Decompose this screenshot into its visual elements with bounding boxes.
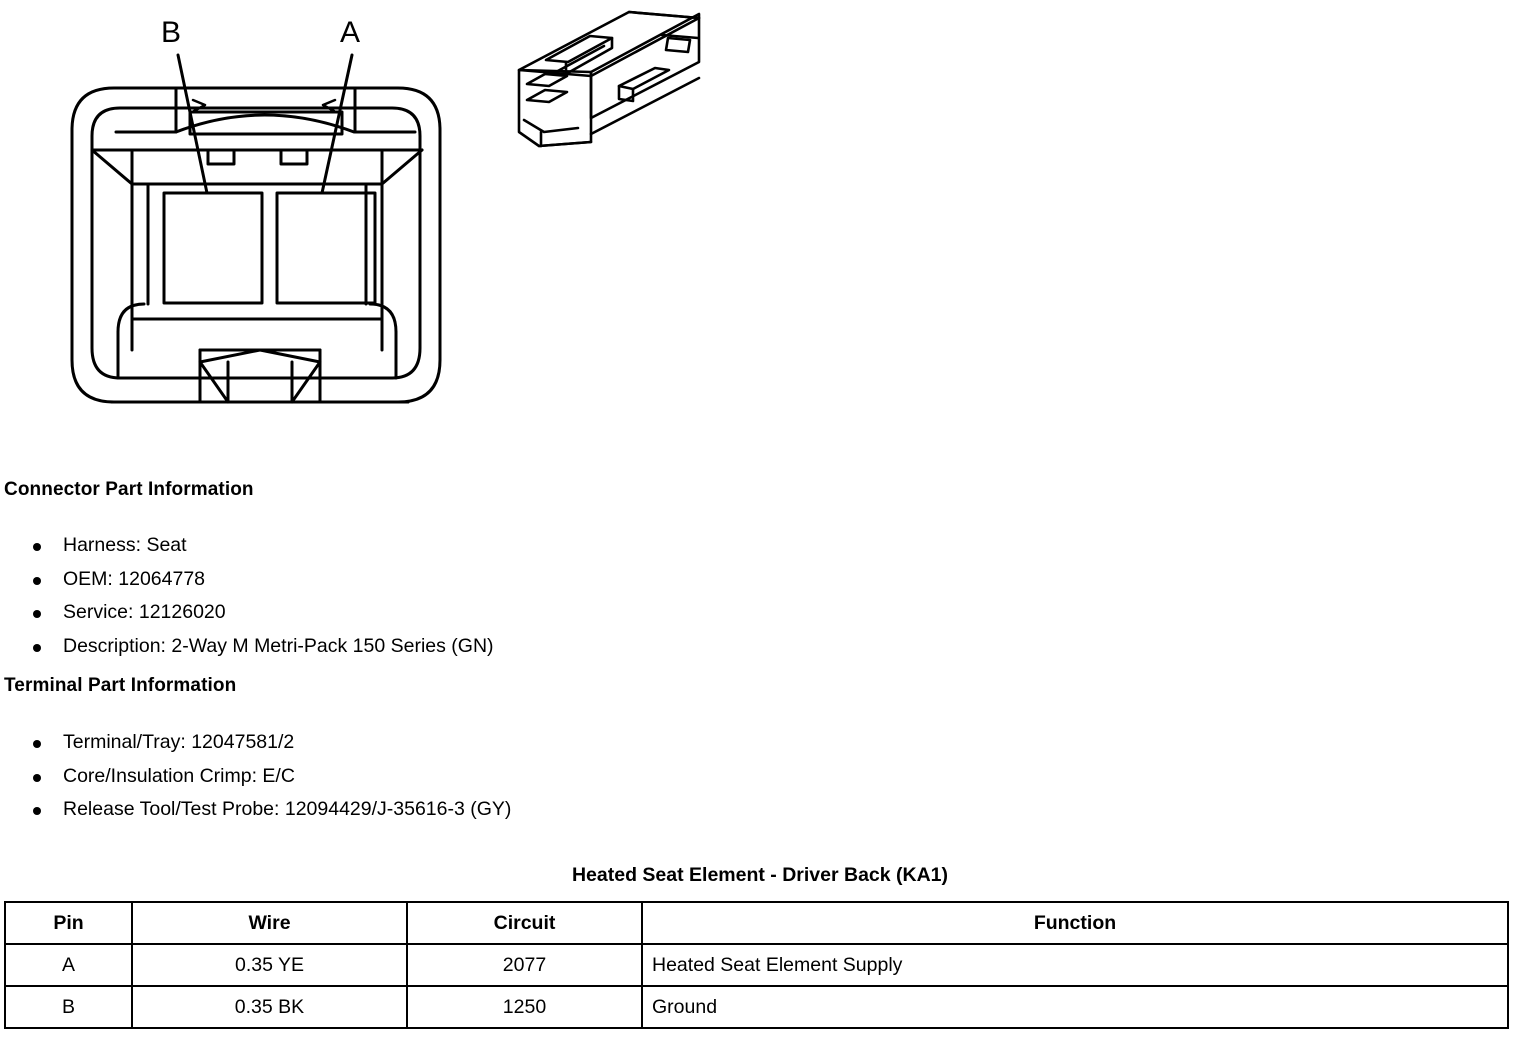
list-item: Release Tool/Test Probe: 12094429/J-35616-3 (GY) [0,793,511,827]
callout-label-a: A [340,16,361,49]
list-item: Terminal/Tray: 12047581/2 [0,726,511,760]
column-header-circuit: Circuit [407,902,642,944]
terminal-part-information-heading: Terminal Part Information [4,675,237,696]
connector-illustration [0,0,1520,460]
iso-top-face [519,12,699,76]
cavity-b [164,193,262,303]
terminal-part-information-list [0,726,511,827]
list-item: Service: 12126020 [0,596,494,630]
table-row [5,986,1508,1028]
list-item: Core/Insulation Crimp: E/C [0,760,511,794]
list-item: Description: 2-Way M Metri-Pack 150 Series (GN) [0,630,494,664]
cell-wire: 0.35 BK [132,986,407,1028]
cell-function: Ground [642,986,1508,1028]
column-header-wire: Wire [132,902,407,944]
table-header-row [5,902,1508,944]
cell-pin: B [5,986,132,1028]
cell-circuit: 1250 [407,986,642,1028]
list-item: OEM: 12064778 [0,563,494,597]
cell-function: Heated Seat Element Supply [642,944,1508,986]
column-header-pin: Pin [5,902,132,944]
connector-part-information-heading: Connector Part Information [4,479,254,500]
pin-table-title: Heated Seat Element - Driver Back (KA1) [571,864,949,886]
cell-circuit: 2077 [407,944,642,986]
cell-pin: A [5,944,132,986]
list-item: Harness: Seat [0,529,494,563]
pin-table [4,901,1509,1029]
cell-wire: 0.35 YE [132,944,407,986]
connector-part-information-list [0,529,494,663]
column-header-function: Function [642,902,1508,944]
callout-label-b: B [161,16,182,49]
cavity-a [277,193,375,303]
connector-diagram [0,0,1520,460]
table-row [5,944,1508,986]
